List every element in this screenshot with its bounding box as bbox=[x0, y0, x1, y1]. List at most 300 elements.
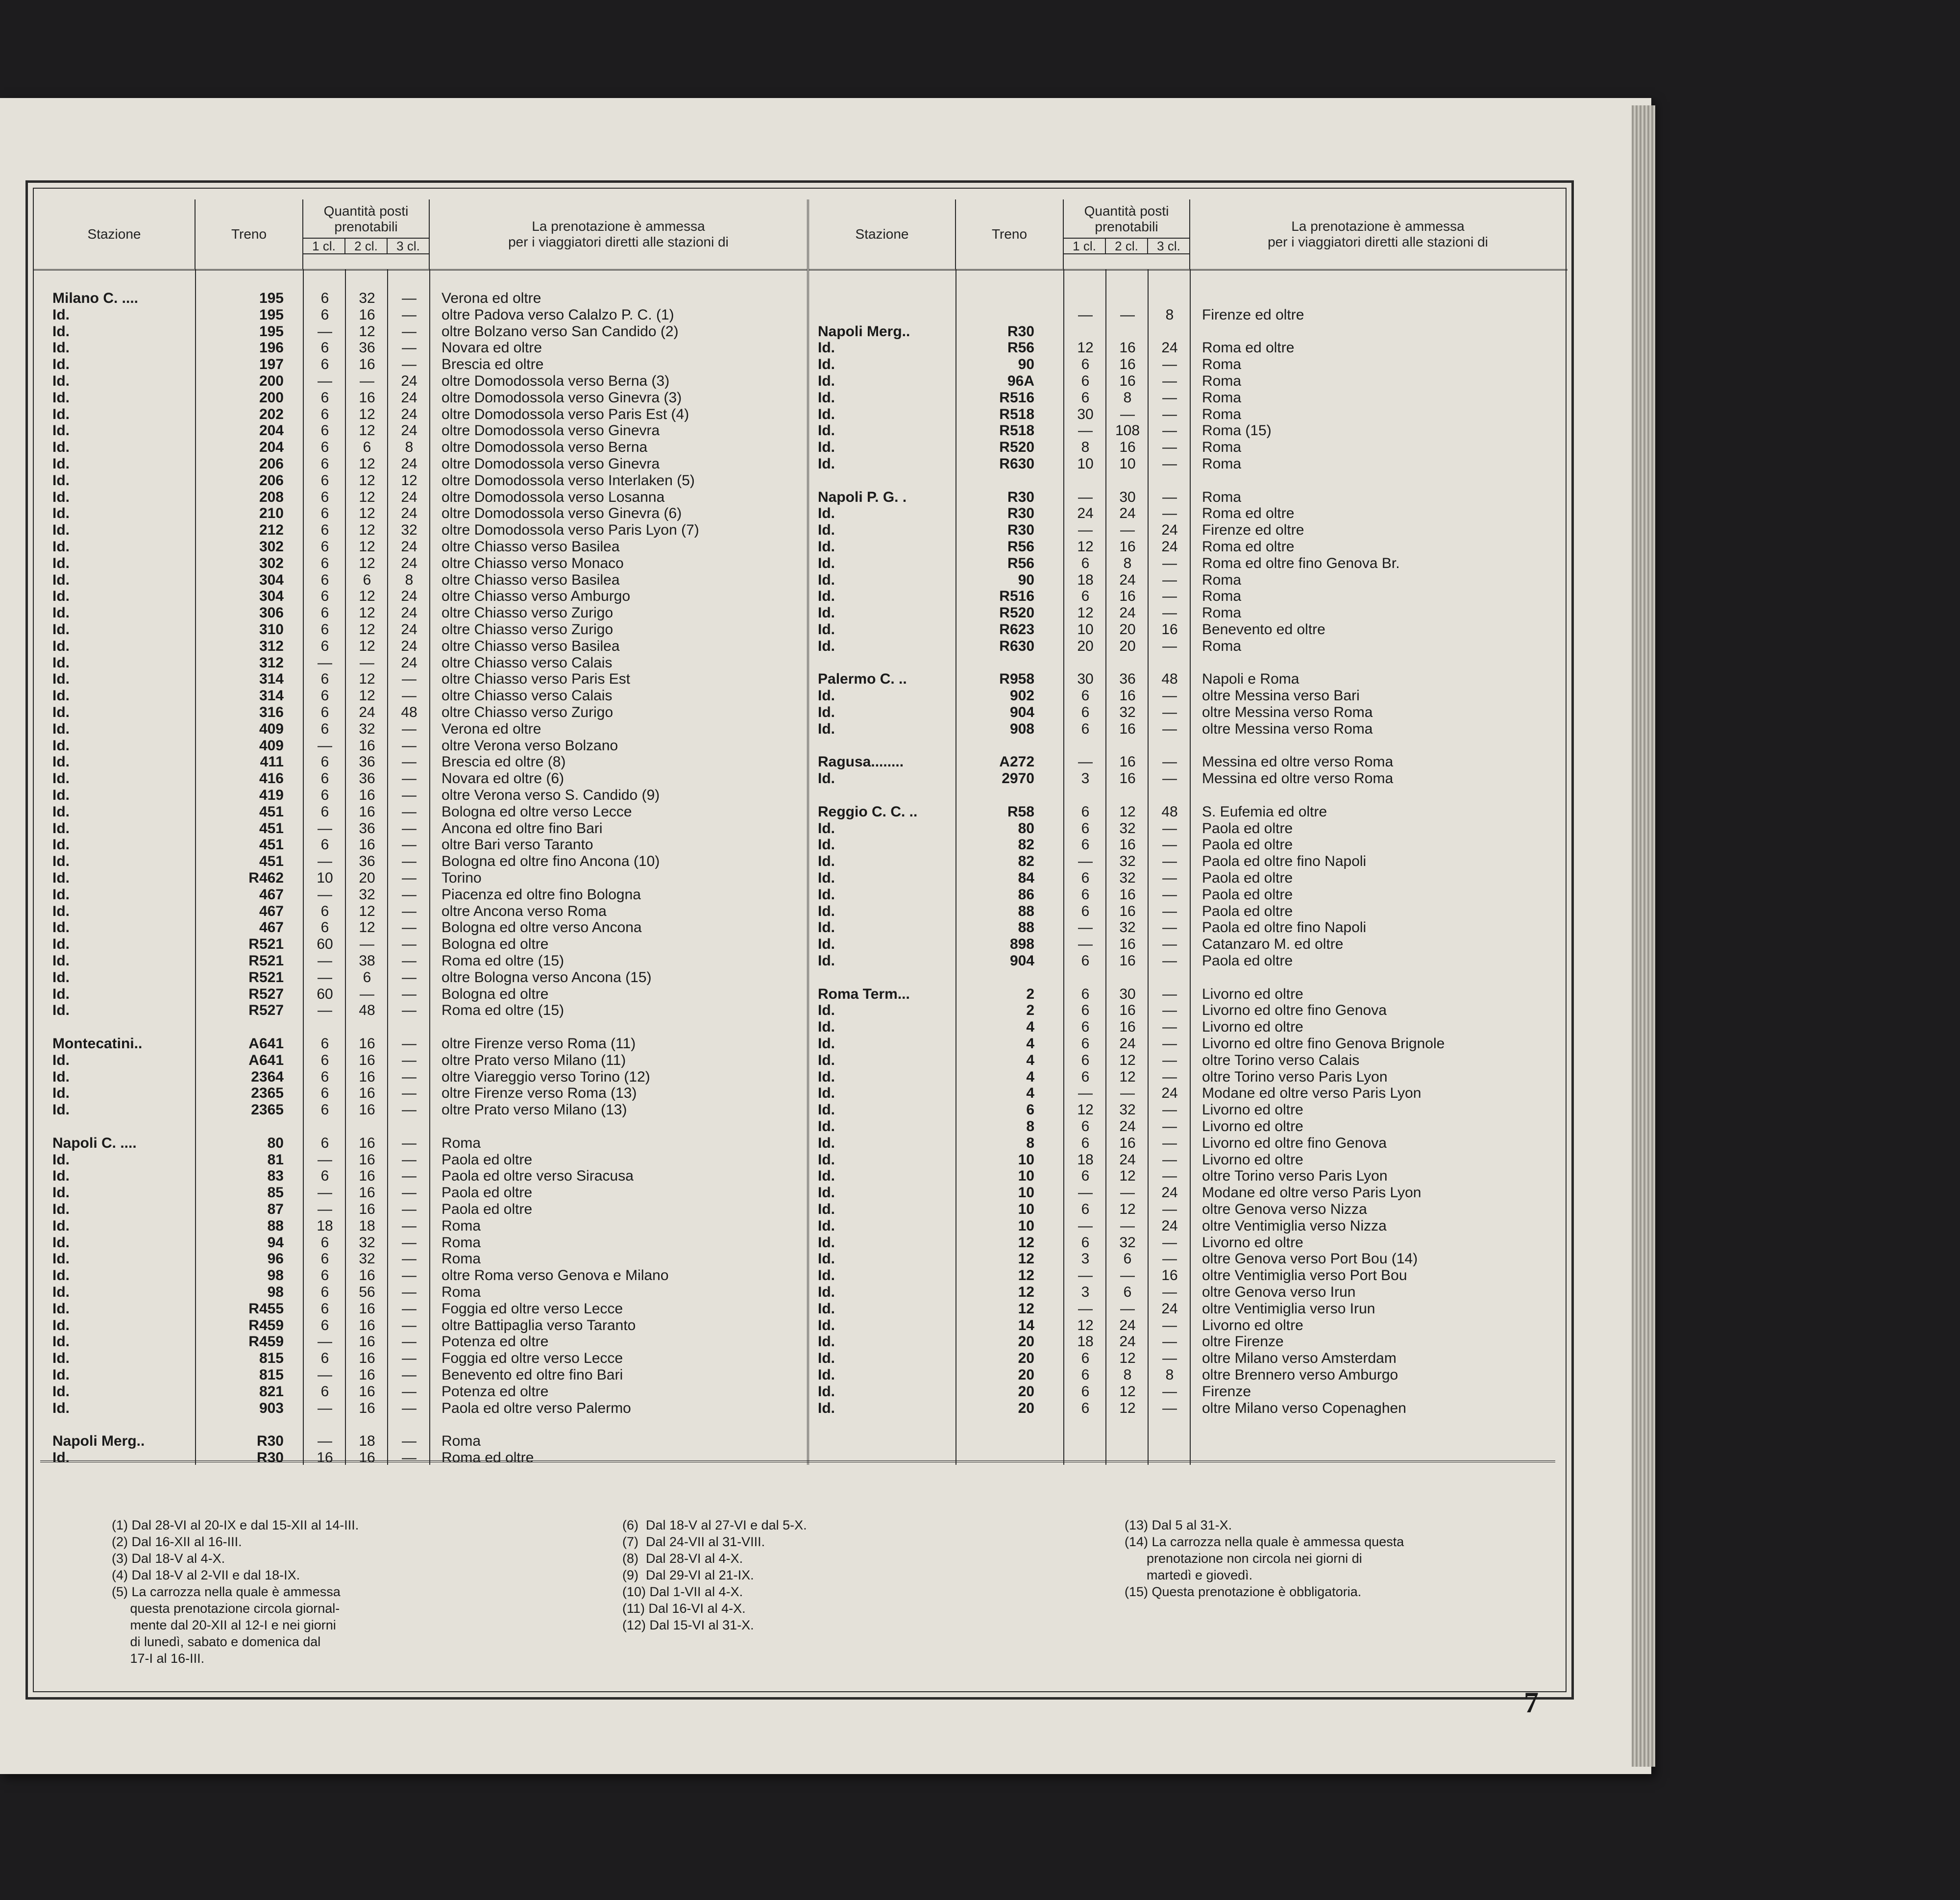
table-row bbox=[809, 1168, 1568, 1184]
cell-cl2: 12 bbox=[359, 456, 375, 472]
table-row bbox=[809, 1019, 1568, 1036]
cell-cl2: 8 bbox=[1123, 555, 1132, 571]
cell-stazione: Id. bbox=[52, 1168, 70, 1184]
cell-cl3: — bbox=[402, 671, 416, 688]
cell-stazione: Id. bbox=[52, 1234, 70, 1251]
cell-treno: R455 bbox=[248, 1300, 284, 1317]
cell-destinazione: Livorno ed oltre bbox=[1202, 986, 1303, 1002]
cell-treno: R527 bbox=[248, 986, 284, 1002]
cell-cl3: — bbox=[402, 290, 416, 306]
cell-cl3: — bbox=[1162, 1201, 1177, 1217]
cell-destinazione: Roma bbox=[441, 1217, 481, 1234]
cell-treno: 200 bbox=[259, 389, 284, 406]
cell-cl3: 24 bbox=[401, 389, 417, 406]
cell-treno: 411 bbox=[260, 754, 284, 770]
table-row bbox=[34, 887, 807, 903]
table-row bbox=[34, 555, 807, 572]
cell-cl3: — bbox=[1162, 870, 1177, 886]
cell-cl3: — bbox=[1162, 936, 1177, 953]
cell-destinazione: oltre Verona verso S. Candido (9) bbox=[441, 787, 660, 803]
cell-stazione: Id. bbox=[52, 422, 70, 439]
cell-treno: 212 bbox=[259, 522, 284, 539]
table-row bbox=[809, 1102, 1568, 1118]
cell-cl1: 6 bbox=[1081, 1052, 1090, 1068]
cell-treno: 90 bbox=[1018, 571, 1034, 588]
cell-cl2: 16 bbox=[359, 1300, 375, 1317]
footnote-line: (1) Dal 28-VI al 20-IX e dal 15-XII al 14-III. bbox=[112, 1518, 359, 1532]
cell-destinazione: Paola ed oltre verso Palermo bbox=[441, 1400, 631, 1416]
cell-cl1: 6 bbox=[320, 555, 329, 571]
cell-treno: 821 bbox=[259, 1383, 284, 1400]
cell-cl1: 6 bbox=[320, 1085, 329, 1102]
cell-cl3: — bbox=[402, 1135, 416, 1151]
table-row bbox=[809, 323, 1568, 340]
table-row bbox=[34, 1317, 807, 1334]
cell-stazione: Id. bbox=[818, 605, 835, 621]
cell-cl2: 32 bbox=[359, 290, 375, 306]
cell-treno: 409 bbox=[259, 720, 284, 737]
cell-cl2: 36 bbox=[359, 853, 375, 870]
cell-destinazione: oltre Verona verso Bolzano bbox=[441, 737, 618, 754]
cell-cl3: 24 bbox=[401, 555, 417, 571]
footnote-line: (11) Dal 16-VI al 4-X. bbox=[622, 1601, 746, 1616]
cell-cl2: 16 bbox=[1119, 770, 1136, 787]
cell-stazione: Id. bbox=[818, 837, 835, 853]
cell-cl1: 6 bbox=[1081, 1350, 1090, 1367]
cell-cl2: — bbox=[1120, 1267, 1135, 1284]
cell-cl2: 12 bbox=[359, 638, 375, 654]
header-treno: Treno bbox=[196, 199, 303, 269]
footnote-line: (6) Dal 18-V al 27-VI e dal 5-X. bbox=[622, 1518, 807, 1532]
table-left bbox=[34, 199, 807, 1465]
cell-treno: R958 bbox=[999, 671, 1034, 688]
cell-stazione: Milano C. .... bbox=[52, 290, 139, 306]
cell-stazione: Id. bbox=[818, 406, 835, 422]
cell-destinazione: Paola ed oltre bbox=[441, 1201, 533, 1217]
cell-cl2: 12 bbox=[1119, 1052, 1136, 1068]
table-row bbox=[809, 1184, 1568, 1201]
cell-stazione: Id. bbox=[818, 1217, 835, 1234]
cell-treno: R462 bbox=[248, 870, 284, 886]
cell-stazione: Id. bbox=[818, 1300, 835, 1317]
table-row bbox=[809, 1052, 1568, 1069]
cell-cl1: — bbox=[1078, 422, 1093, 439]
cell-destinazione: Messina ed oltre verso Roma bbox=[1202, 754, 1394, 770]
cell-treno: 10 bbox=[1018, 1217, 1034, 1234]
table-row bbox=[34, 1152, 807, 1168]
cell-cl2: 16 bbox=[359, 1267, 375, 1284]
cell-stazione: Id. bbox=[52, 737, 70, 754]
cell-cl2: 16 bbox=[1119, 439, 1136, 456]
cell-treno: R521 bbox=[248, 953, 284, 969]
table-row bbox=[34, 1350, 807, 1367]
cell-stazione: Id. bbox=[818, 389, 835, 406]
cell-cl1: 6 bbox=[320, 770, 329, 787]
cell-cl3: 48 bbox=[1161, 803, 1178, 820]
cell-destinazione: Roma bbox=[441, 1433, 481, 1450]
cell-cl1: 6 bbox=[320, 1036, 329, 1052]
cell-cl1: — bbox=[318, 1433, 332, 1450]
cell-destinazione: Paola ed oltre verso Siracusa bbox=[441, 1168, 634, 1184]
cell-destinazione: oltre Milano verso Copenaghen bbox=[1202, 1400, 1406, 1416]
cell-treno: 84 bbox=[1018, 870, 1034, 886]
table-row bbox=[809, 704, 1568, 721]
table-row bbox=[34, 853, 807, 870]
header-quantita: Quantità posti prenotabili bbox=[323, 203, 409, 234]
cell-cl1: 6 bbox=[320, 505, 329, 522]
cell-cl3: — bbox=[1162, 555, 1177, 571]
table-row bbox=[34, 837, 807, 853]
cell-stazione: Id. bbox=[52, 555, 70, 571]
cell-cl1: 3 bbox=[1081, 1251, 1090, 1267]
cell-cl1: — bbox=[1078, 306, 1093, 323]
cell-treno: 96A bbox=[1007, 373, 1034, 389]
cell-cl2: 32 bbox=[1119, 870, 1136, 886]
cell-cl3: — bbox=[402, 1052, 416, 1068]
cell-cl2: 12 bbox=[359, 903, 375, 919]
cell-destinazione: oltre Domodossola verso Ginevra (6) bbox=[441, 505, 682, 522]
table-row bbox=[809, 522, 1568, 539]
cell-stazione: Id. bbox=[52, 340, 70, 356]
cell-cl1: 6 bbox=[320, 1251, 329, 1267]
cell-stazione: Id. bbox=[818, 588, 835, 605]
cell-stazione: Id. bbox=[52, 820, 70, 837]
cell-cl2: 24 bbox=[1119, 505, 1136, 522]
cell-destinazione: oltre Genova verso Nizza bbox=[1202, 1201, 1367, 1217]
cell-destinazione: Roma bbox=[441, 1135, 481, 1151]
cell-stazione: Id. bbox=[818, 1251, 835, 1267]
cell-stazione: Id. bbox=[52, 621, 70, 638]
cell-cl3: — bbox=[1162, 704, 1177, 720]
cell-cl3: — bbox=[1162, 638, 1177, 654]
cell-stazione: Id. bbox=[52, 688, 70, 704]
cell-cl2: 16 bbox=[359, 737, 375, 754]
cell-stazione: Id. bbox=[52, 1300, 70, 1317]
cell-cl1: — bbox=[318, 1002, 332, 1019]
cell-destinazione: Roma bbox=[441, 1251, 481, 1267]
cell-treno: 416 bbox=[259, 770, 284, 787]
cell-cl3: 8 bbox=[405, 571, 414, 588]
cell-cl3: 24 bbox=[401, 654, 417, 671]
cell-treno: 2970 bbox=[1002, 770, 1034, 787]
cell-treno: 204 bbox=[259, 422, 284, 439]
cell-stazione: Id. bbox=[52, 671, 70, 688]
header-cl2: 2 cl. bbox=[345, 238, 388, 254]
cell-destinazione: oltre Prato verso Milano (13) bbox=[441, 1102, 627, 1118]
table-row bbox=[809, 555, 1568, 572]
cell-cl3: — bbox=[402, 1400, 416, 1416]
cell-cl2: 24 bbox=[1119, 1036, 1136, 1052]
cell-cl3: — bbox=[1162, 1151, 1177, 1168]
cell-treno: R30 bbox=[1007, 489, 1034, 505]
table-row bbox=[34, 738, 807, 754]
table-row bbox=[34, 489, 807, 506]
cell-cl1: 6 bbox=[320, 1168, 329, 1184]
cell-cl2: 20 bbox=[359, 870, 375, 886]
cell-treno: R30 bbox=[1007, 505, 1034, 522]
cell-destinazione: Roma bbox=[1202, 439, 1242, 456]
cell-cl3: — bbox=[402, 853, 416, 870]
table-row bbox=[34, 290, 807, 307]
cell-treno: R630 bbox=[999, 456, 1034, 472]
cell-stazione: Id. bbox=[818, 621, 835, 638]
cell-cl2: 16 bbox=[1119, 340, 1136, 356]
cell-cl3: 8 bbox=[405, 439, 414, 456]
cell-cl3: — bbox=[402, 903, 416, 919]
cell-stazione: Id. bbox=[52, 1184, 70, 1201]
table-row bbox=[809, 1085, 1568, 1102]
cell-stazione: Id. bbox=[52, 1367, 70, 1383]
cell-cl1: 6 bbox=[320, 439, 329, 456]
cell-destinazione: Roma bbox=[1202, 373, 1242, 389]
cell-cl3: 24 bbox=[401, 456, 417, 472]
table-row bbox=[34, 1002, 807, 1019]
cell-cl1: 6 bbox=[320, 422, 329, 439]
cell-treno: 451 bbox=[259, 853, 284, 870]
cell-destinazione: Paola ed oltre bbox=[1202, 870, 1293, 886]
cell-cl2: 20 bbox=[1119, 638, 1136, 654]
cell-stazione: Id. bbox=[818, 1184, 835, 1201]
cell-cl2: 16 bbox=[1119, 720, 1136, 737]
cell-destinazione: oltre Ancona verso Roma bbox=[441, 903, 607, 919]
table-row bbox=[34, 1450, 807, 1466]
cell-treno: R30 bbox=[1007, 522, 1034, 539]
cell-cl3: — bbox=[402, 754, 416, 770]
cell-cl1: 6 bbox=[1081, 1400, 1090, 1416]
cell-treno: 2 bbox=[1026, 1002, 1034, 1019]
cell-cl3: — bbox=[1162, 820, 1177, 837]
cell-stazione: Id. bbox=[52, 787, 70, 803]
table-row bbox=[34, 605, 807, 621]
cell-cl2: 16 bbox=[359, 306, 375, 323]
table-row bbox=[34, 1400, 807, 1417]
cell-stazione: Id. bbox=[52, 1068, 70, 1085]
cell-destinazione: oltre Chiasso verso Zurigo bbox=[441, 704, 613, 720]
cell-cl1: 30 bbox=[1077, 671, 1094, 688]
cell-stazione: Id. bbox=[818, 1102, 835, 1118]
table-row bbox=[809, 721, 1568, 738]
cell-stazione: Id. bbox=[52, 1002, 70, 1019]
cell-stazione: Napoli Merg.. bbox=[818, 323, 910, 340]
cell-destinazione: Modane ed oltre verso Paris Lyon bbox=[1202, 1184, 1421, 1201]
cell-stazione: Id. bbox=[52, 373, 70, 389]
table-row bbox=[809, 638, 1568, 655]
timetable-inner-frame bbox=[33, 188, 1567, 1692]
cell-cl3: — bbox=[1162, 489, 1177, 505]
cell-cl1: 18 bbox=[1077, 1151, 1094, 1168]
cell-cl1: — bbox=[1078, 522, 1093, 539]
table-header-right bbox=[809, 199, 1568, 271]
cell-treno: 451 bbox=[259, 820, 284, 837]
cell-cl2: 12 bbox=[359, 555, 375, 571]
cell-treno: 12 bbox=[1018, 1284, 1034, 1300]
cell-stazione: Id. bbox=[818, 1383, 835, 1400]
cell-cl3: 24 bbox=[1161, 539, 1178, 555]
cell-stazione: Id. bbox=[52, 1450, 70, 1466]
cell-cl3: — bbox=[1162, 505, 1177, 522]
table-row bbox=[34, 1135, 807, 1152]
cell-cl3: — bbox=[402, 340, 416, 356]
cell-cl3: — bbox=[402, 356, 416, 373]
cell-destinazione: Paola ed oltre bbox=[441, 1151, 533, 1168]
table-row bbox=[809, 605, 1568, 621]
cell-cl3: — bbox=[1162, 853, 1177, 870]
footnote-line: (9) Dal 29-VI al 21-IX. bbox=[622, 1568, 754, 1582]
cell-cl1: 6 bbox=[1081, 803, 1090, 820]
cell-cl1: 6 bbox=[320, 1267, 329, 1284]
cell-cl1: 6 bbox=[1081, 1168, 1090, 1184]
cell-cl1: 6 bbox=[1081, 588, 1090, 605]
table-row bbox=[34, 787, 807, 804]
cell-stazione: Id. bbox=[52, 903, 70, 919]
cell-cl2: 16 bbox=[359, 389, 375, 406]
cell-cl1: 6 bbox=[320, 1068, 329, 1085]
table-row bbox=[809, 356, 1568, 373]
cell-cl1: — bbox=[318, 1333, 332, 1350]
cell-cl1: 6 bbox=[320, 522, 329, 539]
cell-treno: R30 bbox=[256, 1433, 284, 1450]
cell-treno: 4 bbox=[1026, 1036, 1034, 1052]
cell-cl3: 8 bbox=[1165, 306, 1174, 323]
table-row bbox=[809, 1267, 1568, 1284]
table-row bbox=[34, 323, 807, 340]
cell-cl1: — bbox=[1078, 936, 1093, 953]
table-row bbox=[34, 903, 807, 920]
table-row bbox=[809, 505, 1568, 522]
cell-cl1: 20 bbox=[1077, 638, 1094, 654]
cell-cl3: — bbox=[1162, 605, 1177, 621]
cell-treno: 902 bbox=[1009, 688, 1034, 704]
cell-stazione: Id. bbox=[52, 1085, 70, 1102]
cell-treno: R520 bbox=[999, 439, 1034, 456]
cell-cl2: 24 bbox=[1119, 1317, 1136, 1333]
cell-cl1: — bbox=[1078, 1184, 1093, 1201]
cell-stazione: Id. bbox=[52, 1400, 70, 1416]
cell-destinazione: Torino bbox=[441, 870, 482, 886]
cell-cl2: 24 bbox=[1119, 571, 1136, 588]
table-row bbox=[809, 456, 1568, 472]
cell-stazione: Id. bbox=[818, 356, 835, 373]
table-row bbox=[809, 770, 1568, 787]
cell-stazione: Id. bbox=[818, 886, 835, 903]
table-row bbox=[34, 1052, 807, 1069]
cell-treno: R518 bbox=[999, 422, 1034, 439]
cell-cl1: 6 bbox=[1081, 1036, 1090, 1052]
cell-stazione: Id. bbox=[52, 456, 70, 472]
cell-cl3: — bbox=[402, 1234, 416, 1251]
cell-treno: 82 bbox=[1018, 837, 1034, 853]
cell-stazione: Id. bbox=[818, 853, 835, 870]
page-stack-edge bbox=[1632, 105, 1655, 1767]
cell-destinazione: Firenze ed oltre bbox=[1202, 306, 1304, 323]
cell-cl1: 6 bbox=[320, 1234, 329, 1251]
cell-cl3: — bbox=[402, 1168, 416, 1184]
cell-cl2: 20 bbox=[1119, 621, 1136, 638]
cell-cl1: — bbox=[318, 737, 332, 754]
cell-cl2: 16 bbox=[1119, 588, 1136, 605]
cell-destinazione: Bologna ed oltre bbox=[441, 936, 549, 953]
cell-treno: 12 bbox=[1018, 1267, 1034, 1284]
cell-cl3: — bbox=[402, 306, 416, 323]
cell-stazione: Id. bbox=[818, 1168, 835, 1184]
table-row bbox=[34, 1267, 807, 1284]
cell-destinazione: Livorno ed oltre bbox=[1202, 1151, 1303, 1168]
cell-cl2: — bbox=[1120, 1217, 1135, 1234]
cell-destinazione: oltre Domodossola verso Berna (3) bbox=[441, 373, 670, 389]
cell-cl2: 32 bbox=[1119, 820, 1136, 837]
cell-stazione: Id. bbox=[818, 1151, 835, 1168]
cell-stazione: Id. bbox=[52, 919, 70, 936]
cell-cl3: — bbox=[402, 1317, 416, 1333]
cell-cl2: 12 bbox=[1119, 1383, 1136, 1400]
table-row bbox=[34, 1333, 807, 1350]
cell-cl1: — bbox=[318, 1184, 332, 1201]
cell-cl3: — bbox=[402, 1217, 416, 1234]
cell-stazione: Id. bbox=[818, 340, 835, 356]
cell-cl3: — bbox=[402, 1333, 416, 1350]
cell-cl1: 10 bbox=[1077, 456, 1094, 472]
cell-treno: 904 bbox=[1009, 953, 1034, 969]
cell-cl2: 32 bbox=[359, 1234, 375, 1251]
cell-cl3: 24 bbox=[401, 588, 417, 605]
cell-treno: 6 bbox=[1026, 1102, 1034, 1118]
footnote-line: (4) Dal 18-V al 2-VII e dal 18-IX. bbox=[112, 1568, 300, 1582]
cell-cl2: — bbox=[360, 936, 374, 953]
cell-cl1: 12 bbox=[1077, 539, 1094, 555]
cell-destinazione: Bologna ed oltre bbox=[441, 986, 549, 1002]
table-row bbox=[34, 1218, 807, 1234]
cell-treno: R527 bbox=[248, 1002, 284, 1019]
cell-cl3: — bbox=[1162, 406, 1177, 422]
cell-cl3: 24 bbox=[401, 422, 417, 439]
cell-treno: R459 bbox=[248, 1333, 284, 1350]
cell-treno: 904 bbox=[1009, 704, 1034, 720]
cell-cl3: — bbox=[402, 770, 416, 787]
footnote-line: (8) Dal 28-VI al 4-X. bbox=[622, 1551, 743, 1566]
cell-cl1: — bbox=[318, 1201, 332, 1217]
cell-cl2: 12 bbox=[359, 505, 375, 522]
cell-treno: 204 bbox=[259, 439, 284, 456]
cell-treno: 20 bbox=[1018, 1333, 1034, 1350]
cell-cl1: 18 bbox=[1077, 1333, 1094, 1350]
cell-treno: R56 bbox=[1007, 340, 1034, 356]
cell-cl3: — bbox=[1162, 1400, 1177, 1416]
cell-cl2: 12 bbox=[359, 588, 375, 605]
footnotes-col-1 bbox=[112, 1517, 359, 1667]
cell-cl3: — bbox=[402, 1383, 416, 1400]
cell-stazione: Id. bbox=[818, 953, 835, 969]
cell-cl3: 24 bbox=[401, 373, 417, 389]
cell-treno: 206 bbox=[259, 456, 284, 472]
cell-stazione: Id. bbox=[52, 1201, 70, 1217]
cell-stazione: Id. bbox=[52, 588, 70, 605]
cell-treno: 4 bbox=[1026, 1068, 1034, 1085]
cell-destinazione: S. Eufemia ed oltre bbox=[1202, 803, 1327, 820]
cell-destinazione: Roma ed oltre bbox=[1202, 539, 1295, 555]
table-row bbox=[34, 969, 807, 986]
cell-stazione: Id. bbox=[52, 720, 70, 737]
cell-stazione: Id. bbox=[52, 323, 70, 340]
cell-cl2: 18 bbox=[359, 1217, 375, 1234]
cell-cl1: 6 bbox=[1081, 1367, 1090, 1383]
cell-cl1: 6 bbox=[320, 539, 329, 555]
cell-cl2: 16 bbox=[1119, 837, 1136, 853]
cell-stazione: Id. bbox=[818, 638, 835, 654]
cell-destinazione: oltre Chiasso verso Monaco bbox=[441, 555, 624, 571]
cell-stazione: Roma Term... bbox=[818, 986, 910, 1002]
cell-treno: 419 bbox=[259, 787, 284, 803]
cell-cl3: — bbox=[1162, 1036, 1177, 1052]
